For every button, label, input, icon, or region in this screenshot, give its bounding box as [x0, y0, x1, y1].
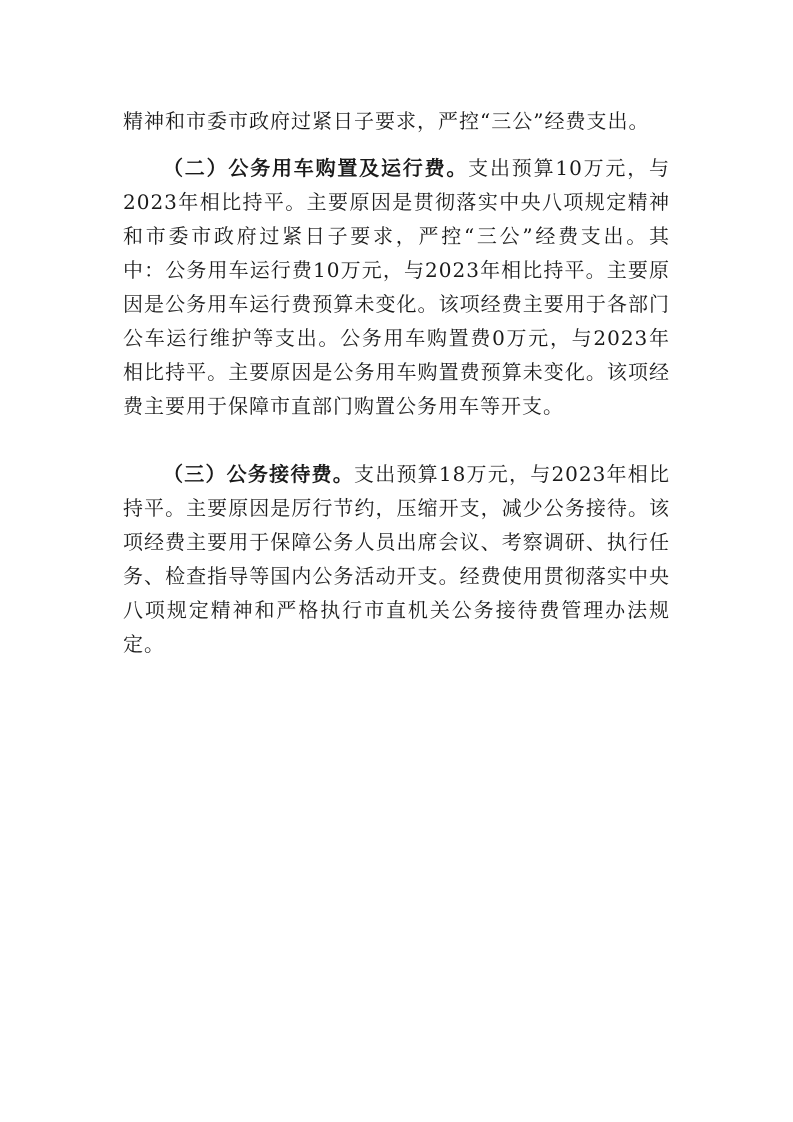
section-3-paragraph — [123, 457, 670, 661]
section-3-heading: （三）公务接待费。 — [163, 462, 354, 486]
section-3-body: 支出预算18万元，与2023年相比持平。主要原因是厉行节约，压缩开支，减少公务接待。该项经费主要用于保障公务人员出席会议、考察调研、执行任务、检查指导等国内公务活动开支。经费使用贯彻落实中央八项规定精神和严格执行市直机关公务接待费管理办法规定。 — [123, 462, 670, 656]
section-2-body: 支出预算10万元，与2023年相比持平。主要原因是贯彻落实中央八项规定精神和市委市政府过紧日子要求，严控“三公”经费支出。其中：公务用车运行费10万元，与2023年相比持平。主要原因是公务用车运行费预算未变化。该项经费主要用于各部门公车运行维护等支出。公务用车购置费0万元，与2023年相比持平。主要原因是公务用车购置费预算未变化。该项经费主要用于保障市直部门购置公务用车等开支。 — [123, 156, 671, 418]
section-reception-costs — [123, 457, 670, 661]
paragraph-continuation — [123, 104, 670, 138]
continuation-text: 精神和市委市政府过紧日子要求，严控“三公”经费支出。 — [123, 109, 650, 133]
section-2-heading: （二）公务用车购置及运行费。 — [163, 156, 469, 180]
section-vehicle-costs — [123, 151, 670, 423]
section-2-paragraph — [123, 151, 670, 423]
